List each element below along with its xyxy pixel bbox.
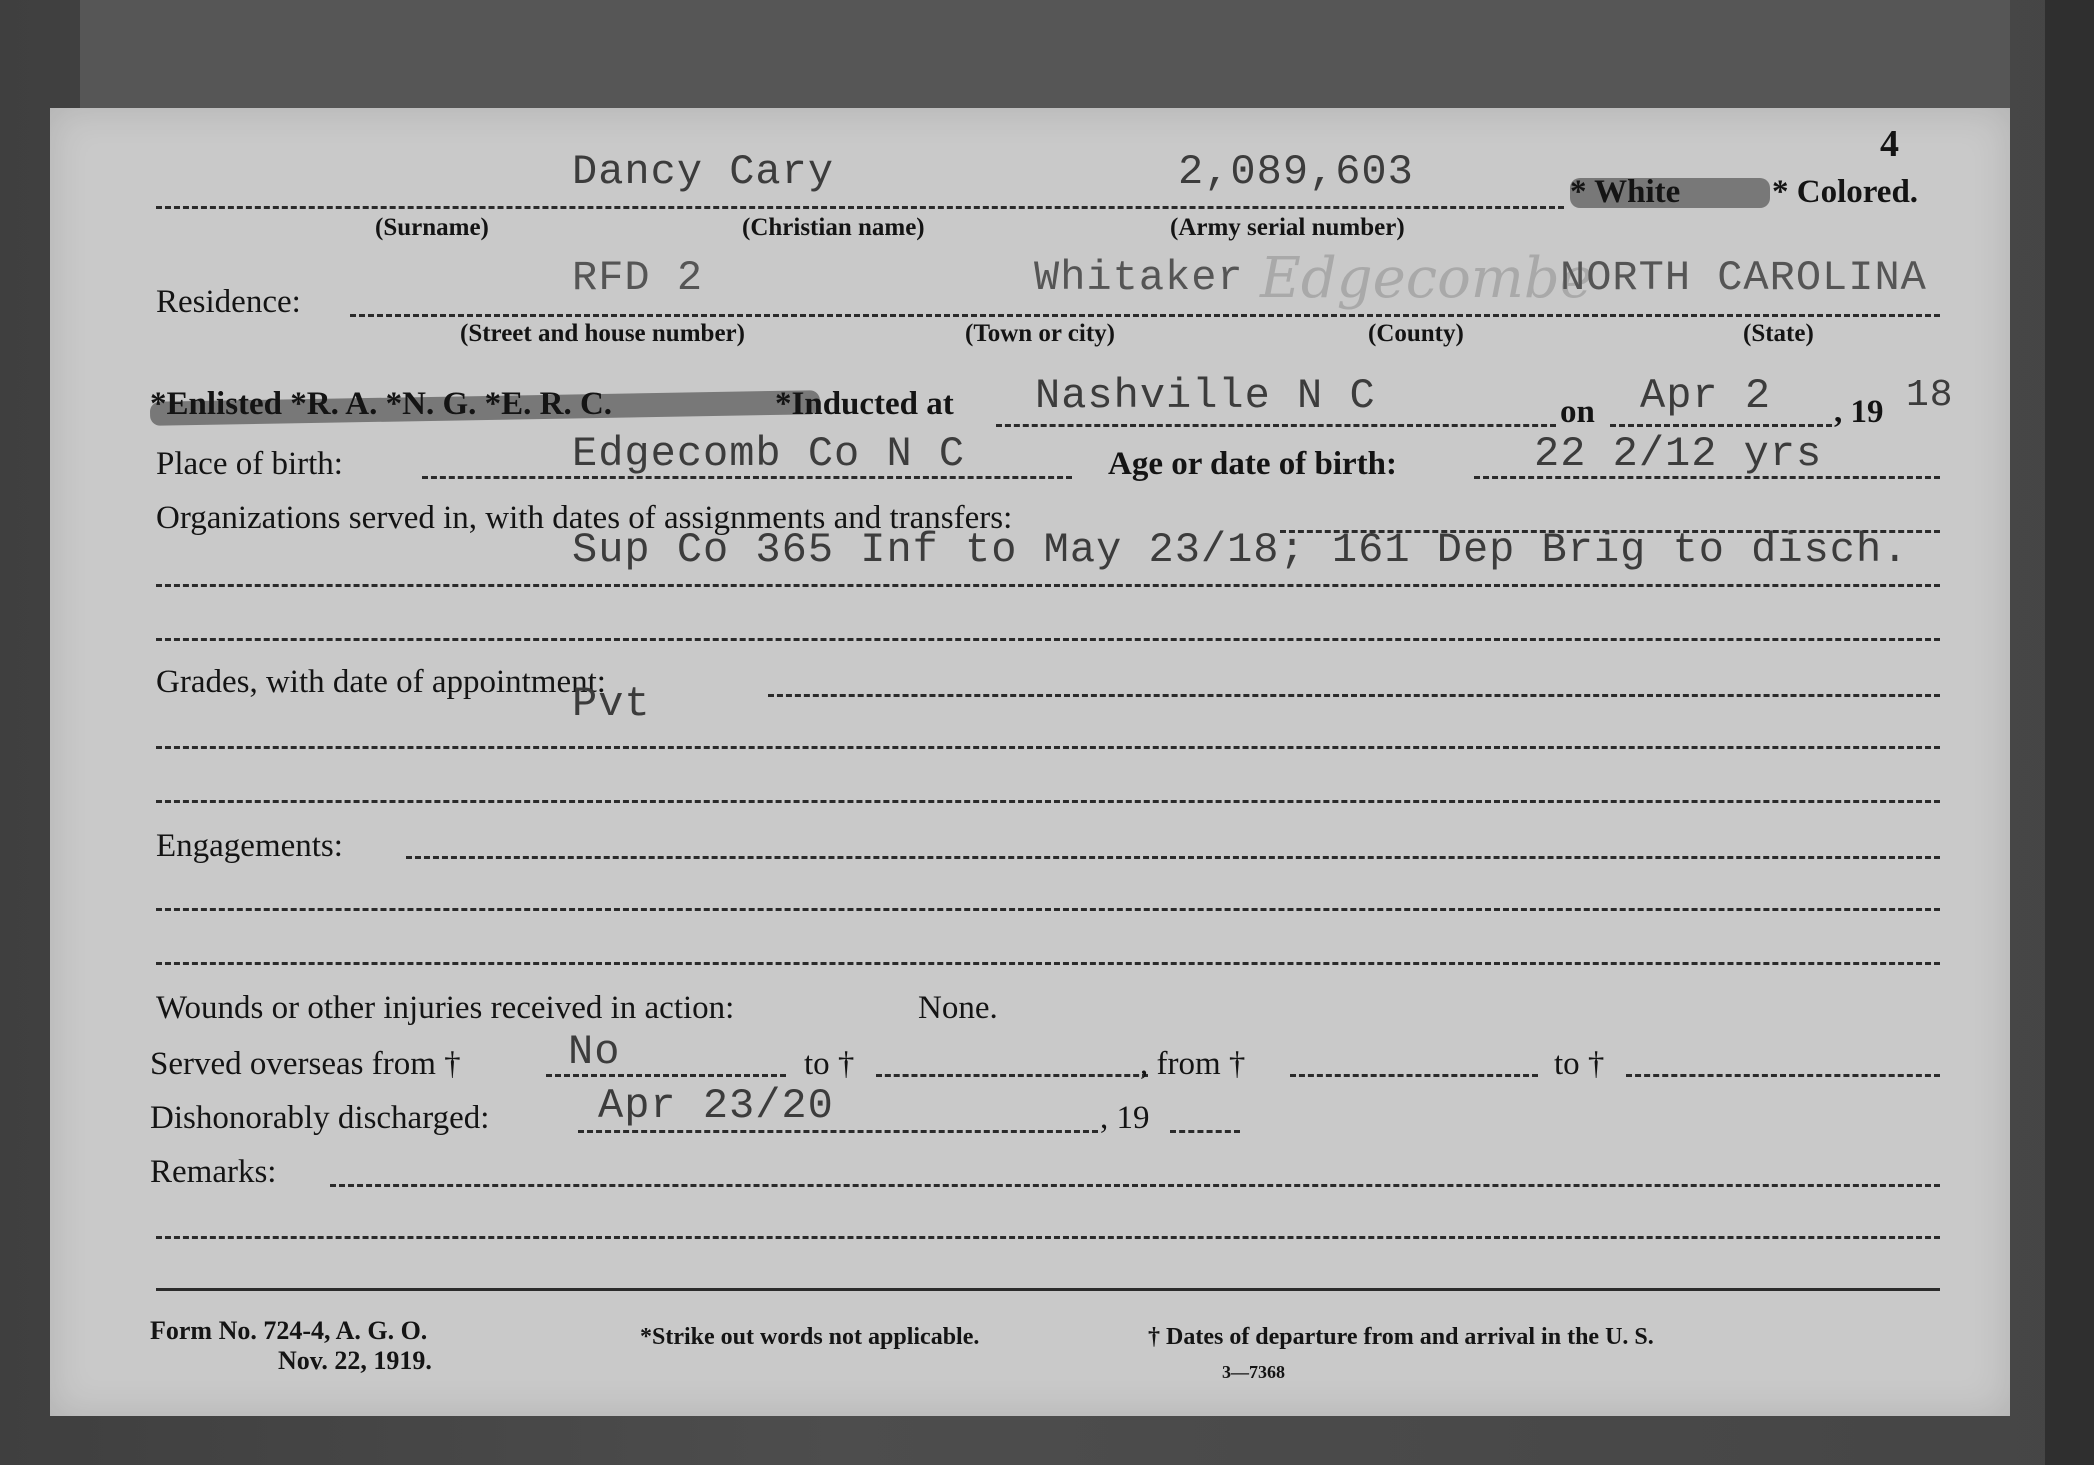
year-prefix: , 19 bbox=[1834, 394, 1884, 430]
remarks-label: Remarks: bbox=[150, 1154, 277, 1190]
age-line bbox=[1474, 476, 1940, 479]
remarks-line-3 bbox=[156, 1288, 1940, 1291]
engagements-line-1 bbox=[406, 856, 1940, 859]
grades-value: Pvt bbox=[572, 680, 651, 728]
overseas-line-2 bbox=[876, 1074, 1148, 1077]
grades-line-2 bbox=[156, 746, 1940, 749]
discharge-year-line bbox=[1170, 1130, 1240, 1133]
discharge-year-label: , 19 bbox=[1100, 1100, 1150, 1136]
service-record-card bbox=[50, 108, 2010, 1416]
overseas-line-4 bbox=[1626, 1074, 1940, 1077]
inducted-place: Nashville N C bbox=[1035, 372, 1376, 420]
state-value: NORTH CAROLINA bbox=[1560, 254, 1927, 302]
label-christian-name: (Christian name) bbox=[742, 214, 925, 241]
print-code: 3—7368 bbox=[1222, 1362, 1285, 1382]
overseas-from2-label: , from † bbox=[1140, 1046, 1246, 1082]
on-label: on bbox=[1560, 394, 1595, 430]
inducted-label: *Inducted at bbox=[775, 386, 954, 422]
overseas-line-3 bbox=[1290, 1074, 1538, 1077]
label-state: (State) bbox=[1743, 320, 1814, 347]
discharge-label: Dishonorably discharged: bbox=[150, 1100, 490, 1136]
grades-line-1 bbox=[768, 694, 1940, 697]
county-handwritten: Edgecombe bbox=[1260, 246, 1593, 311]
residence-label: Residence: bbox=[156, 284, 301, 320]
residence-line bbox=[350, 314, 1940, 317]
dark-edge bbox=[2045, 0, 2094, 1465]
overseas-to2-label: to † bbox=[1554, 1046, 1605, 1082]
label-street: (Street and house number) bbox=[460, 320, 745, 347]
organizations-label: Organizations served in, with dates of assignments and transfers: bbox=[156, 500, 1013, 536]
enlistment-options: *Enlisted *R. A. *N. G. *E. R. C. bbox=[150, 386, 613, 422]
town-value: Whitaker bbox=[1034, 254, 1244, 302]
overseas-to-label: to † bbox=[804, 1046, 855, 1082]
race-white: * White bbox=[1570, 174, 1681, 210]
overseas-line-1 bbox=[546, 1074, 786, 1077]
grades-label: Grades, with date of appointment: bbox=[156, 664, 606, 700]
discharge-date: Apr 23/20 bbox=[598, 1082, 834, 1130]
place-of-birth-value: Edgecomb Co N C bbox=[572, 430, 966, 478]
overseas-label: Served overseas from † bbox=[150, 1046, 461, 1082]
inducted-line bbox=[996, 424, 1556, 427]
form-number: Form No. 724-4, A. G. O. bbox=[150, 1316, 428, 1345]
remarks-line-1 bbox=[330, 1184, 1940, 1187]
serial-number-value: 2,089,603 bbox=[1178, 148, 1414, 196]
race-colored: * Colored. bbox=[1772, 174, 1919, 210]
street-value: RFD 2 bbox=[572, 254, 704, 302]
date-line bbox=[1610, 424, 1832, 427]
wounds-value: None. bbox=[918, 990, 998, 1026]
engagements-label: Engagements: bbox=[156, 828, 343, 864]
organizations-value: Sup Co 365 Inf to May 23/18; 161 Dep Brig to disch. bbox=[572, 526, 1909, 574]
card-number: 4 bbox=[1880, 123, 1899, 165]
wounds-label: Wounds or other injuries received in action: bbox=[156, 990, 735, 1026]
surname-value: Dancy Cary bbox=[572, 148, 835, 196]
label-serial-number: (Army serial number) bbox=[1170, 214, 1405, 241]
name-line bbox=[156, 206, 1564, 209]
inducted-date: Apr 2 bbox=[1640, 372, 1772, 420]
grades-line-3 bbox=[156, 800, 1940, 803]
place-of-birth-label: Place of birth: bbox=[156, 446, 343, 482]
age-value: 22 2/12 yrs bbox=[1534, 430, 1823, 478]
label-county: (County) bbox=[1368, 320, 1464, 347]
organizations-line-3 bbox=[156, 638, 1940, 641]
dates-note: † Dates of departure from and arrival in the U. S. bbox=[1148, 1324, 1654, 1350]
engagements-line-2 bbox=[156, 908, 1940, 911]
age-label: Age or date of birth: bbox=[1108, 446, 1398, 482]
year-suffix: 18 bbox=[1906, 374, 1954, 417]
organizations-line-2 bbox=[156, 584, 1940, 587]
remarks-line-2 bbox=[156, 1236, 1940, 1239]
form-date: Nov. 22, 1919. bbox=[278, 1346, 432, 1375]
overseas-from-value: No bbox=[568, 1028, 621, 1076]
engagements-line-3 bbox=[156, 962, 1940, 965]
birth-line bbox=[422, 476, 1072, 479]
strike-out-note: *Strike out words not applicable. bbox=[640, 1324, 980, 1350]
label-surname: (Surname) bbox=[375, 214, 489, 241]
discharge-line bbox=[578, 1130, 1098, 1133]
label-town: (Town or city) bbox=[965, 320, 1115, 347]
card-behind bbox=[80, 0, 2010, 108]
